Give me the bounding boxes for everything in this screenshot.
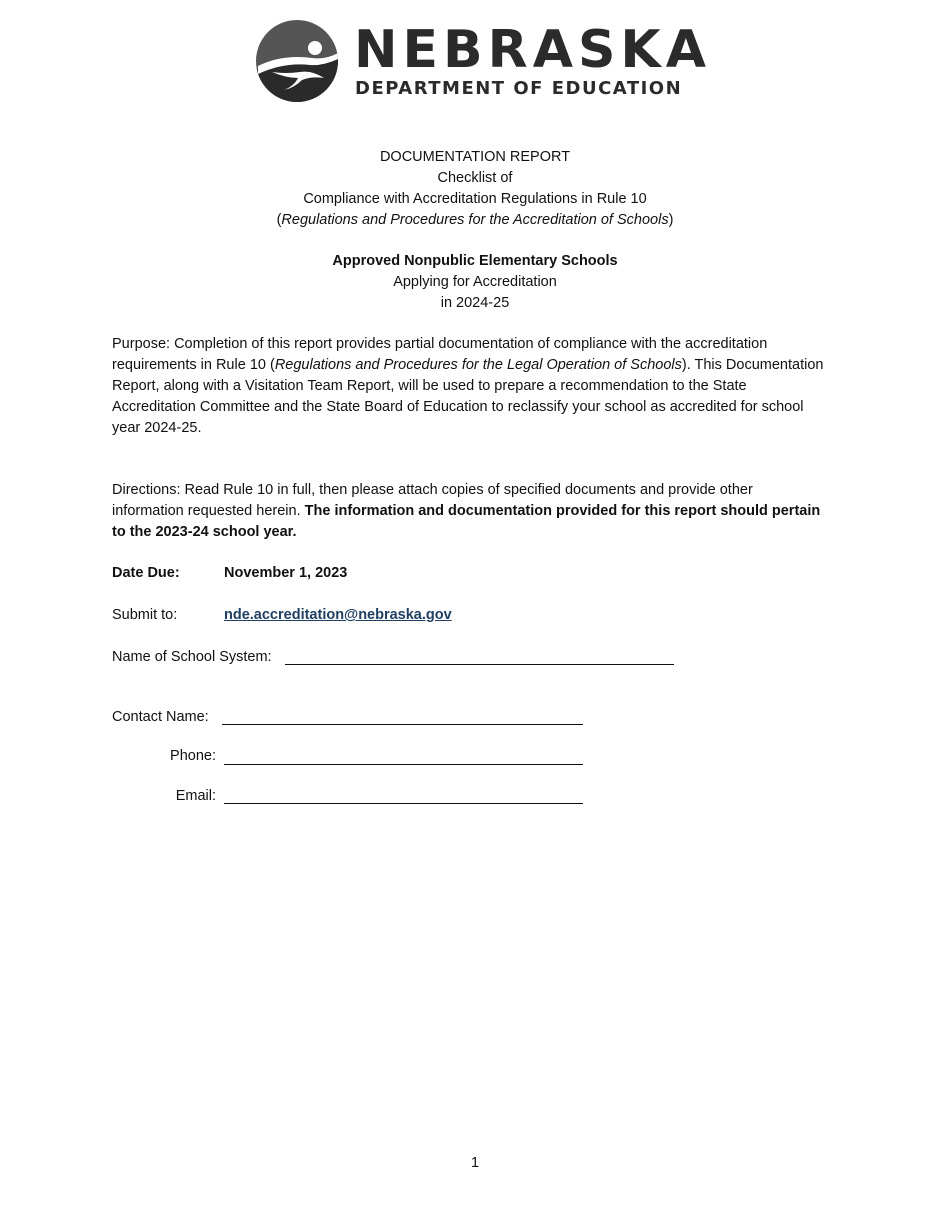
date-due-value: November 1, 2023 xyxy=(224,565,348,581)
submit-to-row xyxy=(112,605,452,626)
purpose-paragraph: Purpose: Completion of this report provides partial documentation of compliance with the accreditation requirements in Rule 10 (Regulations and Procedures for the Legal Operation of Schools). This Documentation Report, along with a Visitation Team Report, will be used to prepare a recommendation to the State Accreditation Committee and the State Board of Education to reclassify your school as accredited for school year 2024-25. xyxy=(112,336,824,436)
phone-field[interactable] xyxy=(224,764,583,765)
title-line-4: (Regulations and Procedures for the Accreditation of Schools) xyxy=(276,212,674,228)
page-number: 1 xyxy=(470,1155,480,1171)
logo-subtitle: DEPARTMENT OF EDUCATION xyxy=(355,78,683,99)
title-line-3: Compliance with Accreditation Regulations in Rule 10 xyxy=(303,191,647,207)
contact-name-field[interactable] xyxy=(222,724,583,725)
date-due-label: Date Due: xyxy=(112,565,180,581)
logo-wordmark: NEBRASKA xyxy=(354,20,711,80)
email-field[interactable] xyxy=(224,803,583,804)
title-line-2: Checklist of xyxy=(437,170,513,186)
subtitle-line-2: Applying for Accreditation xyxy=(393,274,557,290)
date-due-row xyxy=(112,563,347,584)
phone-label: Phone: xyxy=(170,748,216,764)
directions-paragraph: Directions: Read Rule 10 in full, then please attach copies of specified documents and provide other information requested herein. The information and documentation provided for this report should pertain to the 2023-24 school year. xyxy=(112,482,821,540)
subtitle-line-3: in 2024-25 xyxy=(440,295,510,311)
subtitle-line-1: Approved Nonpublic Elementary Schools xyxy=(332,253,618,269)
submit-to-label: Submit to: xyxy=(112,607,178,623)
title-line-1: DOCUMENTATION REPORT xyxy=(379,149,571,165)
nebraska-sun-emblem-icon xyxy=(254,18,344,104)
email-label: Email: xyxy=(175,788,216,804)
nde-logo xyxy=(254,18,711,104)
submit-email-link[interactable]: nde.accreditation@nebraska.gov xyxy=(224,607,452,623)
school-system-label: Name of School System: xyxy=(112,649,272,665)
document-title xyxy=(0,147,950,231)
school-type-heading xyxy=(0,251,950,314)
school-system-field[interactable] xyxy=(285,664,674,665)
contact-name-label: Contact Name: xyxy=(112,709,209,725)
